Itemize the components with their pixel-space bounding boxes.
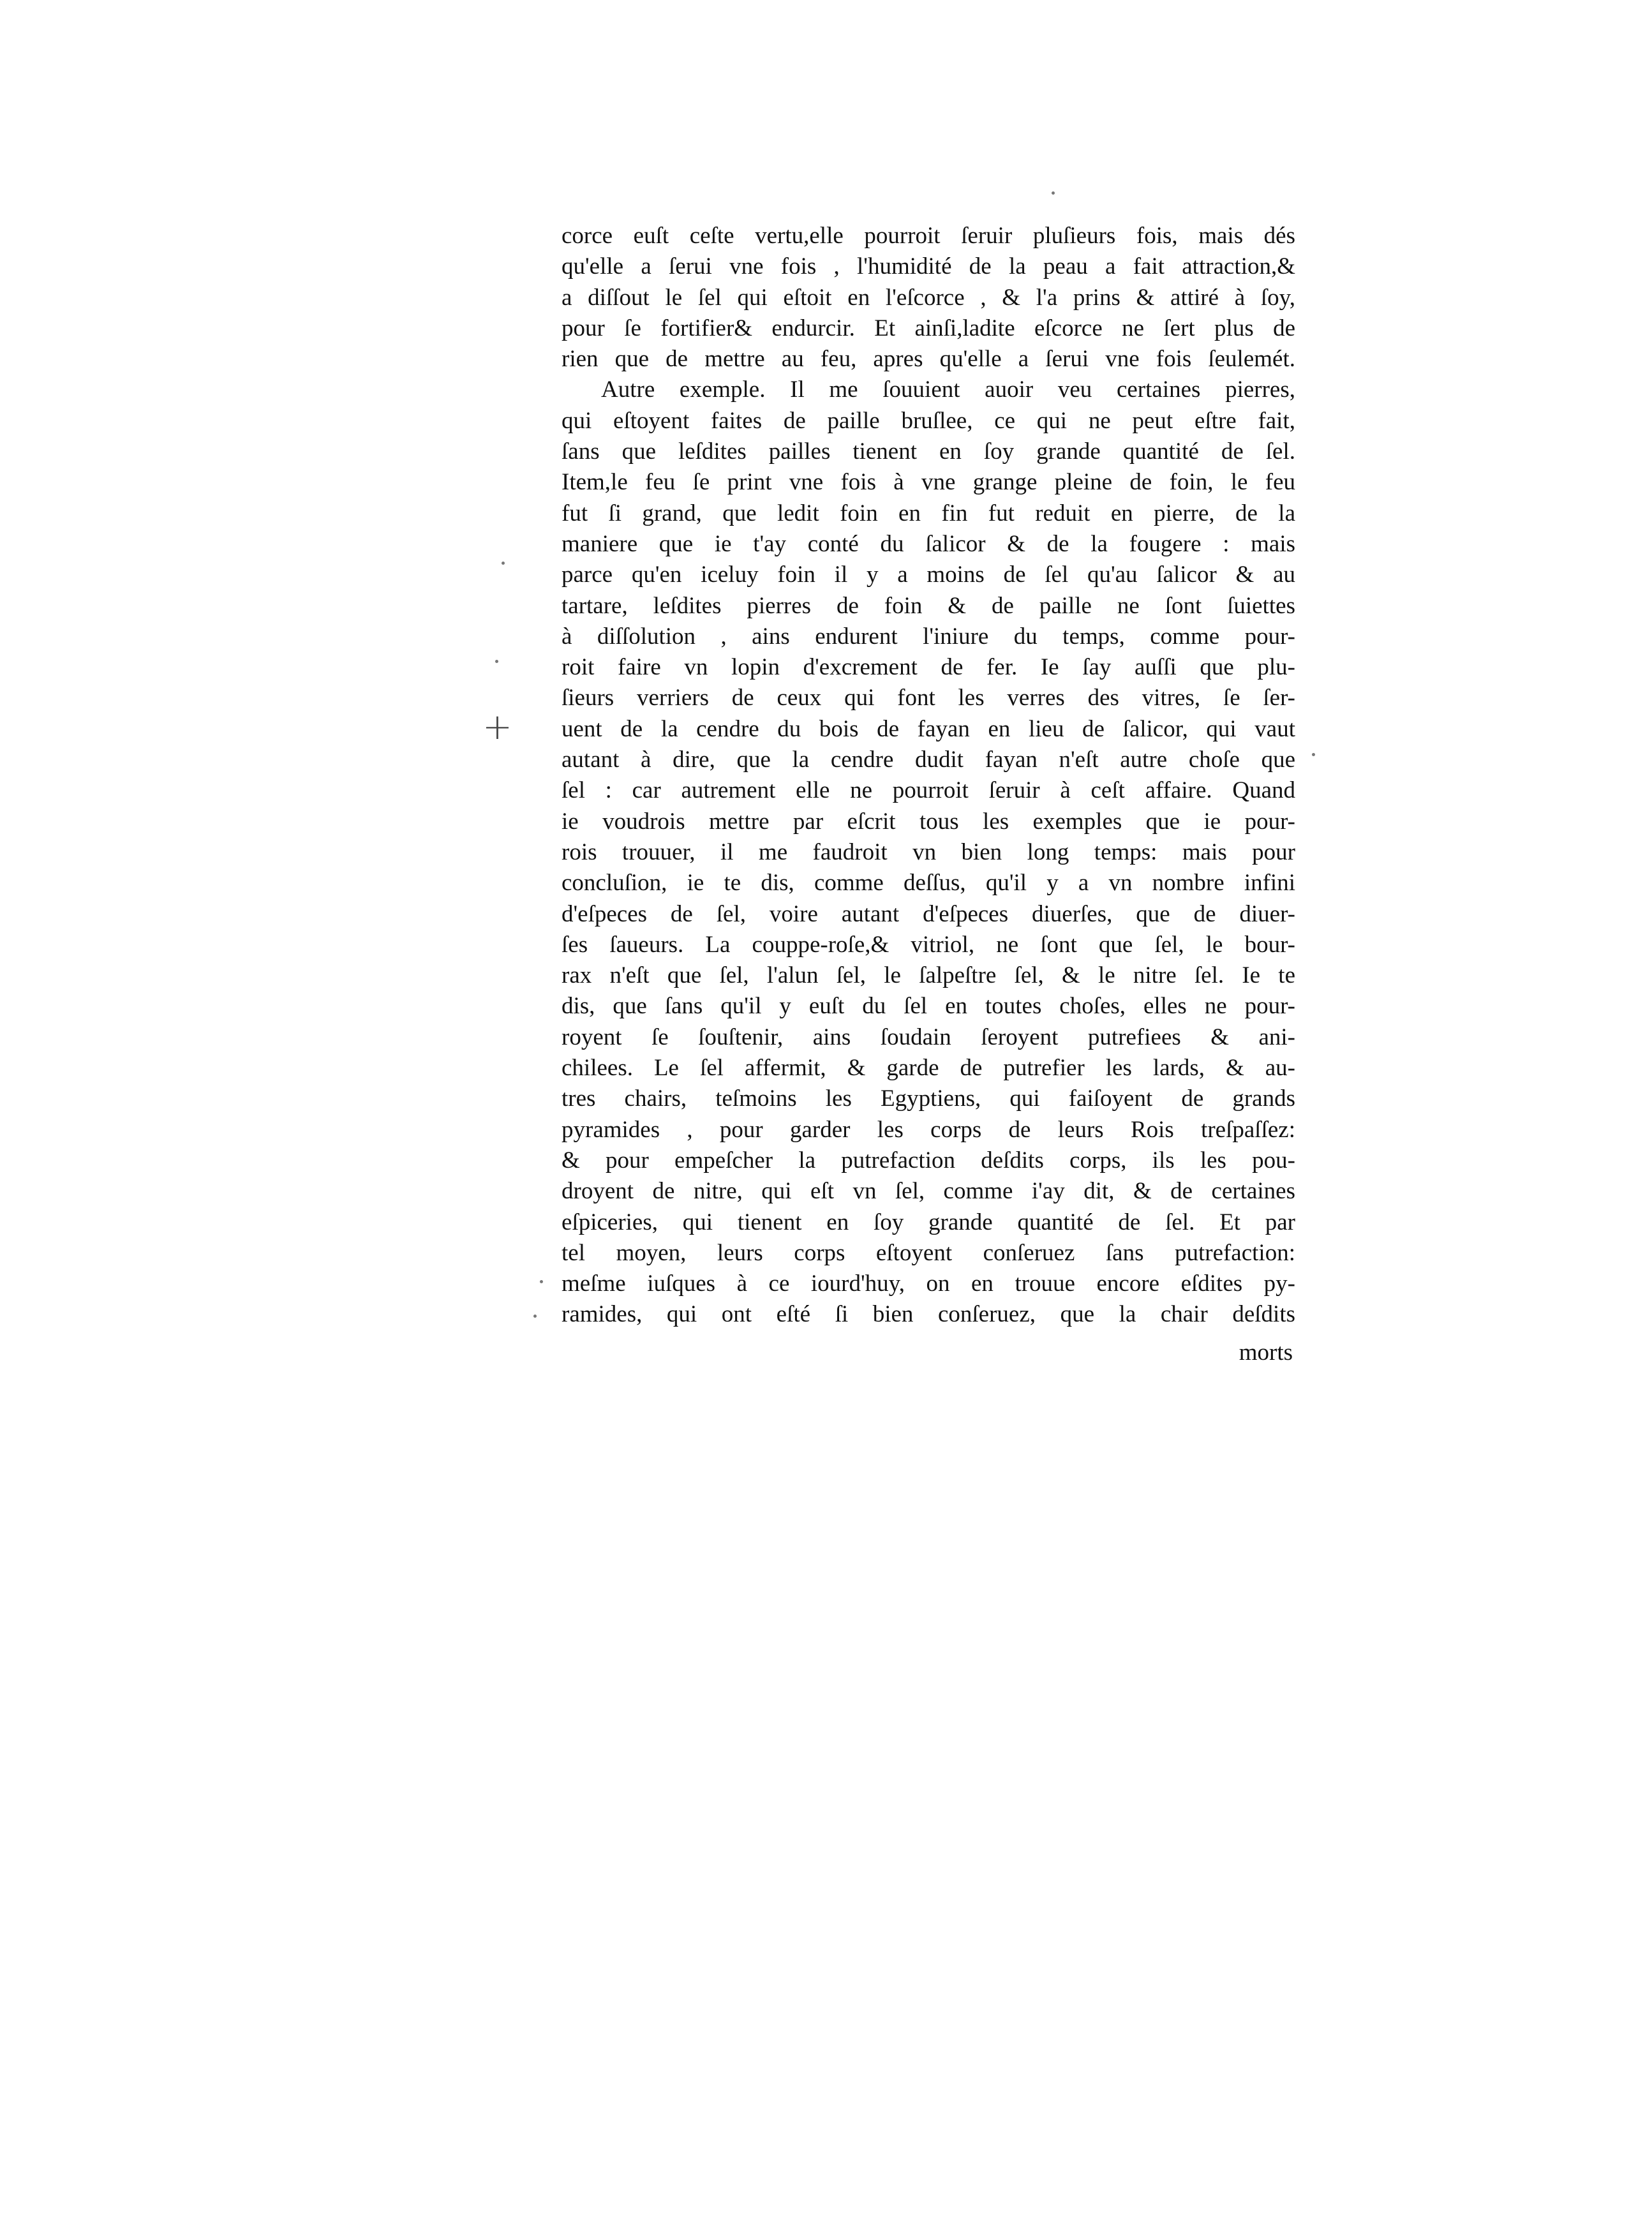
text-line-28: chilees. Le ſel affermit, & garde de putrefier les lards, & au- — [562, 1055, 1295, 1082]
text-line-32: droyent de nitre, qui eſt vn ſel, comme i'ay dit, & de certaines — [562, 1178, 1295, 1205]
text-line-21: rois trouuer, il me faudroit vn bien long temps: mais pour — [562, 838, 1295, 865]
text-line-2: qu'elle a ſerui vne fois , l'humidité de la peau a fait attraction,& — [562, 253, 1295, 280]
text-line-12: parce qu'en iceluy foin il y a moins de ſel qu'au ſalicor & au — [562, 562, 1295, 588]
text-line-33: eſpiceries, qui tienent en ſoy grande quantité de ſel. Et par — [562, 1209, 1295, 1235]
text-line-34: tel moyen, leurs corps eſtoyent conſeruez ſans putrefaction: — [562, 1239, 1295, 1266]
speck-mark — [540, 1280, 543, 1283]
speck-mark — [533, 1315, 537, 1318]
text-line-36: ramides, qui ont eſté ſi bien conſeruez, que la chair deſdits — [562, 1301, 1295, 1328]
text-line-1: corce euſt ceſte vertu,elle pourroit ſeruir pluſieurs fois, mais dés — [562, 223, 1295, 249]
text-line-25: rax n'eſt que ſel, l'alun ſel, le ſalpeſtre ſel, & le nitre ſel. Ie te — [562, 962, 1295, 989]
text-line-9: Item,le feu ſe print vne fois à vne grange pleine de foin, le feu — [562, 469, 1295, 496]
speck-mark — [1052, 191, 1055, 195]
text-line-11: maniere que ie t'ay conté du ſalicor & de la fougere : mais — [562, 530, 1295, 557]
text-line-18: autant à dire, que la cendre dudit fayan n'eſt autre choſe que — [562, 747, 1295, 773]
text-line-8: ſans que leſdites pailles tienent en ſoy grande quantité de ſel. — [562, 438, 1295, 465]
speck-mark — [495, 660, 498, 663]
speck-mark — [502, 562, 505, 565]
text-line-26: dis, que ſans qu'il y euſt du ſel en toutes choſes, elles ne pour- — [562, 993, 1295, 1020]
text-line-15: roit faire vn lopin d'excrement de fer. Ie ſay auſſi que plu- — [562, 654, 1295, 681]
text-line-6: Autre exemple. Il me ſouuient auoir veu certaines pierres, — [601, 376, 1295, 403]
text-line-5: rien que de mettre au feu, apres qu'elle a ſerui vne fois ſeulemét. — [562, 346, 1295, 373]
text-line-14: à diſſolution , ains endurent l'iniure du temps, comme pour- — [562, 623, 1295, 650]
text-line-10: fut ſi grand, que ledit foin en fin fut reduit en pierre, de la — [562, 500, 1295, 526]
text-line-30: pyramides , pour garder les corps de leurs Rois treſpaſſez: — [562, 1116, 1295, 1143]
text-line-19: ſel : car autrement elle ne pourroit ſeruir à ceſt affaire. Quand — [562, 777, 1295, 804]
text-line-35: meſme iuſques à ce iourd'huy, on en trouue encore eſdites py- — [562, 1271, 1295, 1297]
text-line-23: d'eſpeces de ſel, voire autant d'eſpeces diuerſes, que de diuer- — [562, 900, 1295, 927]
catchword: morts — [1239, 1339, 1293, 1366]
text-line-16: ſieurs verriers de ceux qui font les verres des vitres, ſe ſer- — [562, 685, 1295, 712]
text-line-27: royent ſe ſouſtenir, ains ſoudain ſeroyent putrefiees & ani- — [562, 1024, 1295, 1050]
text-line-29: tres chairs, teſmoins les Egyptiens, qui faiſoyent de grands — [562, 1085, 1295, 1112]
text-line-13: tartare, leſdites pierres de foin & de paille ne ſont ſuiettes — [562, 592, 1295, 619]
text-line-31: & pour empeſcher la putrefaction deſdits corps, ils les pou- — [562, 1147, 1295, 1174]
margin-cross-mark: + — [482, 706, 512, 748]
text-line-22: concluſion, ie te dis, comme deſſus, qu'il y a vn nombre infini — [562, 870, 1295, 897]
text-line-17: uent de la cendre du bois de fayan en lieu de ſalicor, qui vaut — [562, 715, 1295, 742]
body-text — [562, 221, 1295, 1330]
speck-mark — [1312, 753, 1315, 756]
text-line-20: ie voudrois mettre par eſcrit tous les exemples que ie pour- — [562, 808, 1295, 835]
text-line-4: pour ſe fortifier& endurcir. Et ainſi,ladite eſcorce ne ſert plus de — [562, 315, 1295, 341]
text-line-24: ſes ſaueurs. La couppe-roſe,& vitriol, ne ſont que ſel, le bour- — [562, 931, 1295, 958]
text-line-7: qui eſtoyent faites de paille bruſlee, ce qui ne peut eſtre fait, — [562, 407, 1295, 434]
text-line-3: a diſſout le ſel qui eſtoit en l'eſcorce , & l'a prins & attiré à ſoy, — [562, 284, 1295, 311]
